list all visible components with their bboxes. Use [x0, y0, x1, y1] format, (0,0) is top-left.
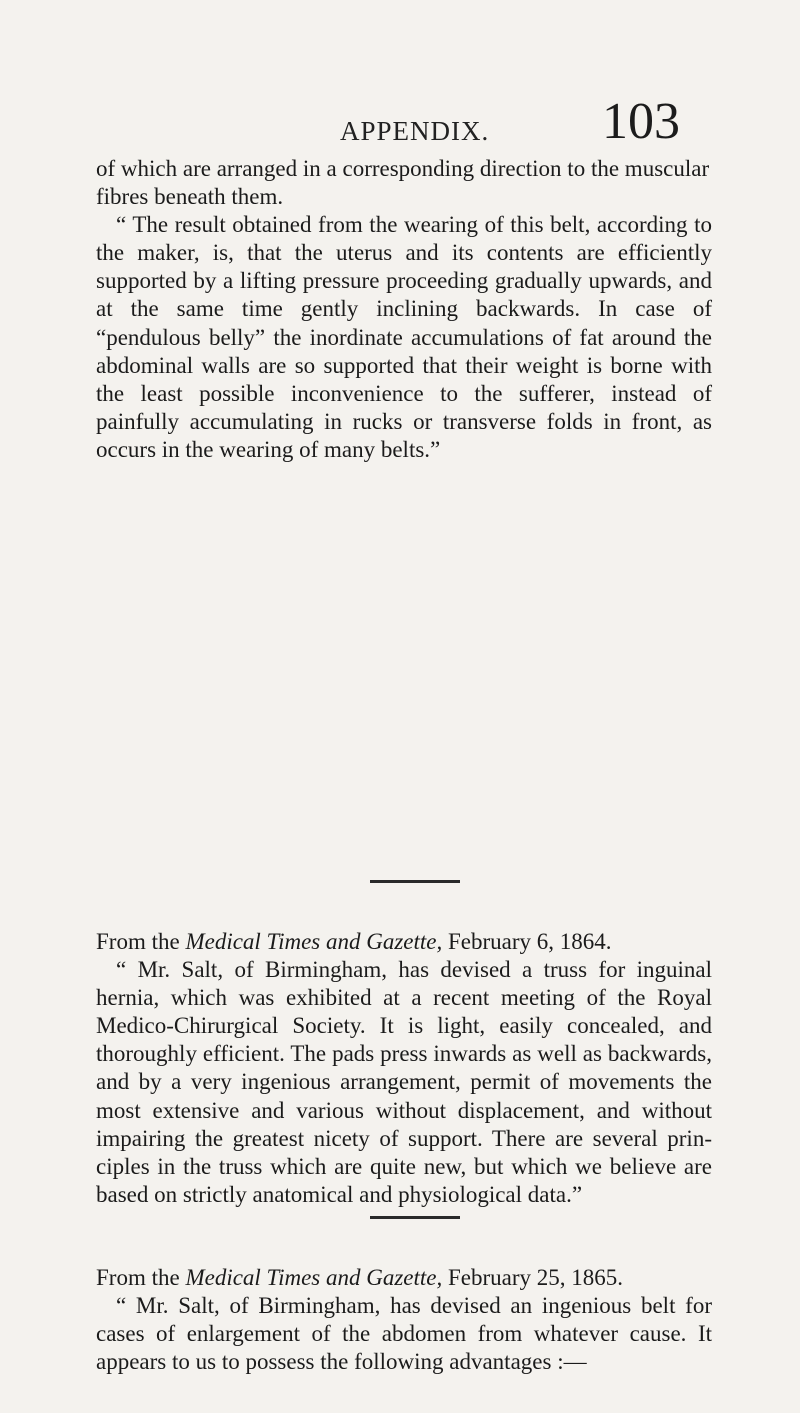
journal-title: Medical Times and Gazette,: [185, 929, 443, 954]
source-citation: [96, 928, 712, 956]
section-divider: [370, 1216, 460, 1219]
source-prefix: From the: [96, 929, 186, 954]
page-number: 103: [602, 93, 680, 150]
continued-quotation: [96, 155, 712, 464]
source-date: February 6, 1864.: [442, 929, 612, 954]
running-head: APPENDIX.: [340, 116, 490, 146]
paragraph-belt: “ Mr. Salt, of Birmingham, has devised an ingenious belt for cases of enlargement of the abdomen from whatever cause. It appears to us to possess the following advantages :—: [96, 1293, 712, 1375]
source-date: February 25, 1865.: [442, 1265, 624, 1290]
source-prefix: From the: [96, 1265, 186, 1290]
excerpt-1864: [96, 928, 712, 1209]
journal-title: Medical Times and Gazette,: [185, 1265, 443, 1290]
source-citation: [96, 1264, 712, 1292]
section-divider: [370, 880, 460, 883]
page-header: [340, 92, 680, 162]
paragraph-belt-result: “ The result obtained from the wearing of this belt, according to the maker, is, that the uterus and its contents are efficiently supported by a lifting pressure proceeding gradually upwards, and at the same time gently inclining backwards. In case of “pendulous belly” the inordinate accumulations of fat around the abdominal walls are so supported that their weight is borne with the least possible inconvenience to the sufferer, instead of painfully accumulating in rucks or transverse folds in front, as occurs in the wearing of many belts.”: [96, 212, 712, 462]
paragraph-truss: “ Mr. Salt, of Birmingham, has devised a truss for inguinal hernia, which was exhibited at a recent meeting of the Royal Medico-Chirurgical Society. It is light, easily concealed, and thoroughly efficient. The pads press inwards as well as backwards, and by a very ingenious arrangement, permit of movements the most extensive and various without displacement, and without impairing the greatest nicety of support. There are several principles in the truss which are quite new, but which we believe are based on strictly anatomical and physiological data.”: [96, 957, 712, 1207]
excerpt-1865: [96, 1264, 712, 1376]
paragraph-continuation: of which are arranged in a corresponding direction to the muscular fibres beneath them.: [96, 156, 710, 210]
